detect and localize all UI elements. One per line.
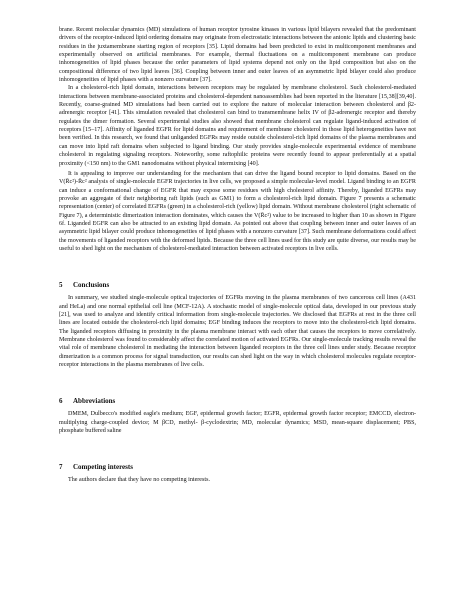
section-title: Conclusions [73,281,110,290]
section-number: 7 [59,463,63,472]
section-number: 5 [59,281,63,290]
section-heading-conclusions [59,281,416,290]
body-paragraph-2: In a cholesterol-rich lipid domain, interactions between receptors may be regulated by membrane cholesterol. Such cholesterol-mediated interactions between membrane-associated proteins and cholesterol-dependent nanoassemblies had been reported in the literature [15,38][39,40]. Recently, coarse-grained MD simulations had been carried out to explore the nature of molecular interaction between cholesterol and β2-adrenergic receptor [41]. This simulation revealed that cholesterol can bind to transmembrane helix IV of β2-adrenergic receptor and thereby regulates the dimer formation. Several experimental studies also showed that membrane cholesterol can regulate ligand-induced activation of receptors [15–17]. Affinity of liganded EGFR for lipid domains and requirement of membrane cholesterol in those lipid heterogeneities have not been verified. In this research, we found that unliganded EGFRs may reside outside cholesterol-rich lipid domains of the plasma membranes and can move into lipid raft domains when subjected to ligand binding. Our study provides single-molecule experimental evidence of membrane cholesterol in regulating signaling receptors. Noteworthy, some raftophilic proteins were recently found to appear preferentially at a spatial proximity (<150 nm) to the GM1 nanodomains without physical intermixing [40]. [59,85,416,167]
section-title: Competing interests [73,463,133,472]
body-paragraph-3: It is appealing to improve our understanding for the mechanism that can drive the ligand bound receptor to lipid domains. Based on the V(R̄c²)-R̄c² analysis of single-molecule EGFR trajectories in live cells, we proposed a simple molecular-level model. Ligand binding to an EGFR can induce a conformational change of EGFR that may expose some residues with high cholesterol affinity. Thereby, liganded EGFRs may provoke an aggregate of their neighboring raft lipids (such as GM1) to form a cholesterol-rich lipid domain. Figure 7 presents a schematic representation (center) of correlated EGFRs (green) in a cholesterol-rich (yellow) lipid domain. Without membrane cholesterol (right schematic of Figure 7), a deterministic dimerization interaction dominates, which causes the V(R̄c²) value to be increased to higher than 10 as shown in Figure 6f. Liganded EGFR can also be attracted to an existing lipid domain. As pointed out above that coupling between inner and outer leaves of an asymmetric lipid bilayer could produce inhomogeneities of lipid phases with a nonzero curvature [37]. Such membrane deformations could affect the movements of liganded receptors with the deformed lipids. Because the three cell lines used for this study are quite diverse, our results may be useful to shed light on the mechanism of cholesterol-mediated interaction between activated receptors in live cells. [59,170,416,252]
conclusions-paragraph: In summary, we studied single-molecule optical trajectories of EGFRs moving in the plasma membranes of two cancerous cell lines (A431 and HeLa) and one normal epithelial cell line (MCF-12A). A stochastic model of single-molecule optical data, developed in our previous study [21], was used to analyze and identify critical information from single-molecule trajectories. We disclosed that EGFRs at rest in the three cell lines are located outside the cholesterol-rich lipid domains; EGF binding induces the receptors to move into the cholesterol-rich lipid domains. The liganded receptors diffusing in proximity in the plasma membrane interact with each other that causes the receptors to move correlatively. Membrane cholesterol was found to considerably affect the correlated motion of activated EGFRs. Our single-molecule tracking results reveal the vital role of membrane cholesterol in mediating the interaction between liganded receptors in the three cell lines under study. Because receptor dimerization is a common process for signal transduction, our results can shed light on the way in which cholesterol molecules regulate receptor-receptor interactions in the plasma membranes of live cells. [59,295,416,369]
section-heading-abbreviations [59,397,416,406]
paper-page [59,26,416,485]
section-title: Abbreviations [73,397,116,406]
competing-interests-paragraph: The authors declare that they have no competing interests. [68,477,210,484]
section-heading-competing-interests [59,463,416,472]
section-number: 6 [59,397,63,406]
body-paragraph-1: brane. Recent molecular dynamics (MD) simulations of human receptor tyrosine kinases in various lipid bilayers revealed that the predominant drivers of the receptor-induced lipid ordering domains may originate from electrostatic interactions between the anionic lipids and clustering basic residues in the juxtamembrane starting region of receptors [35]. Lipid domains had been predicted to exist in multicomponent membranes and experimentally observed on artificial membranes. For example, thermal fluctuations on a multicomponent membrane can produce inhomogeneities of lipid phases because the order parameters of lipid systems depend not only on the lipid composition but also on the compositional difference of two lipid leaves [36]. Coupling between inner and outer leaves of an asymmetric lipid bilayer could also produce inhomogeneities of lipid phases with a nonzero curvature [37]. [59,27,416,84]
abbreviations-paragraph: DMEM, Dulbecco's modified eagle's medium; EGF, epidermal growth factor; EGFR, epidermal growth factor receptor; EMCCD, electron-multiplying charge-coupled device; M βCD, methyl- β-cyclodextrin; MD, molecular dynamics; MSD, mean-square displacement; PBS, phosphate buffered saline [59,411,416,435]
